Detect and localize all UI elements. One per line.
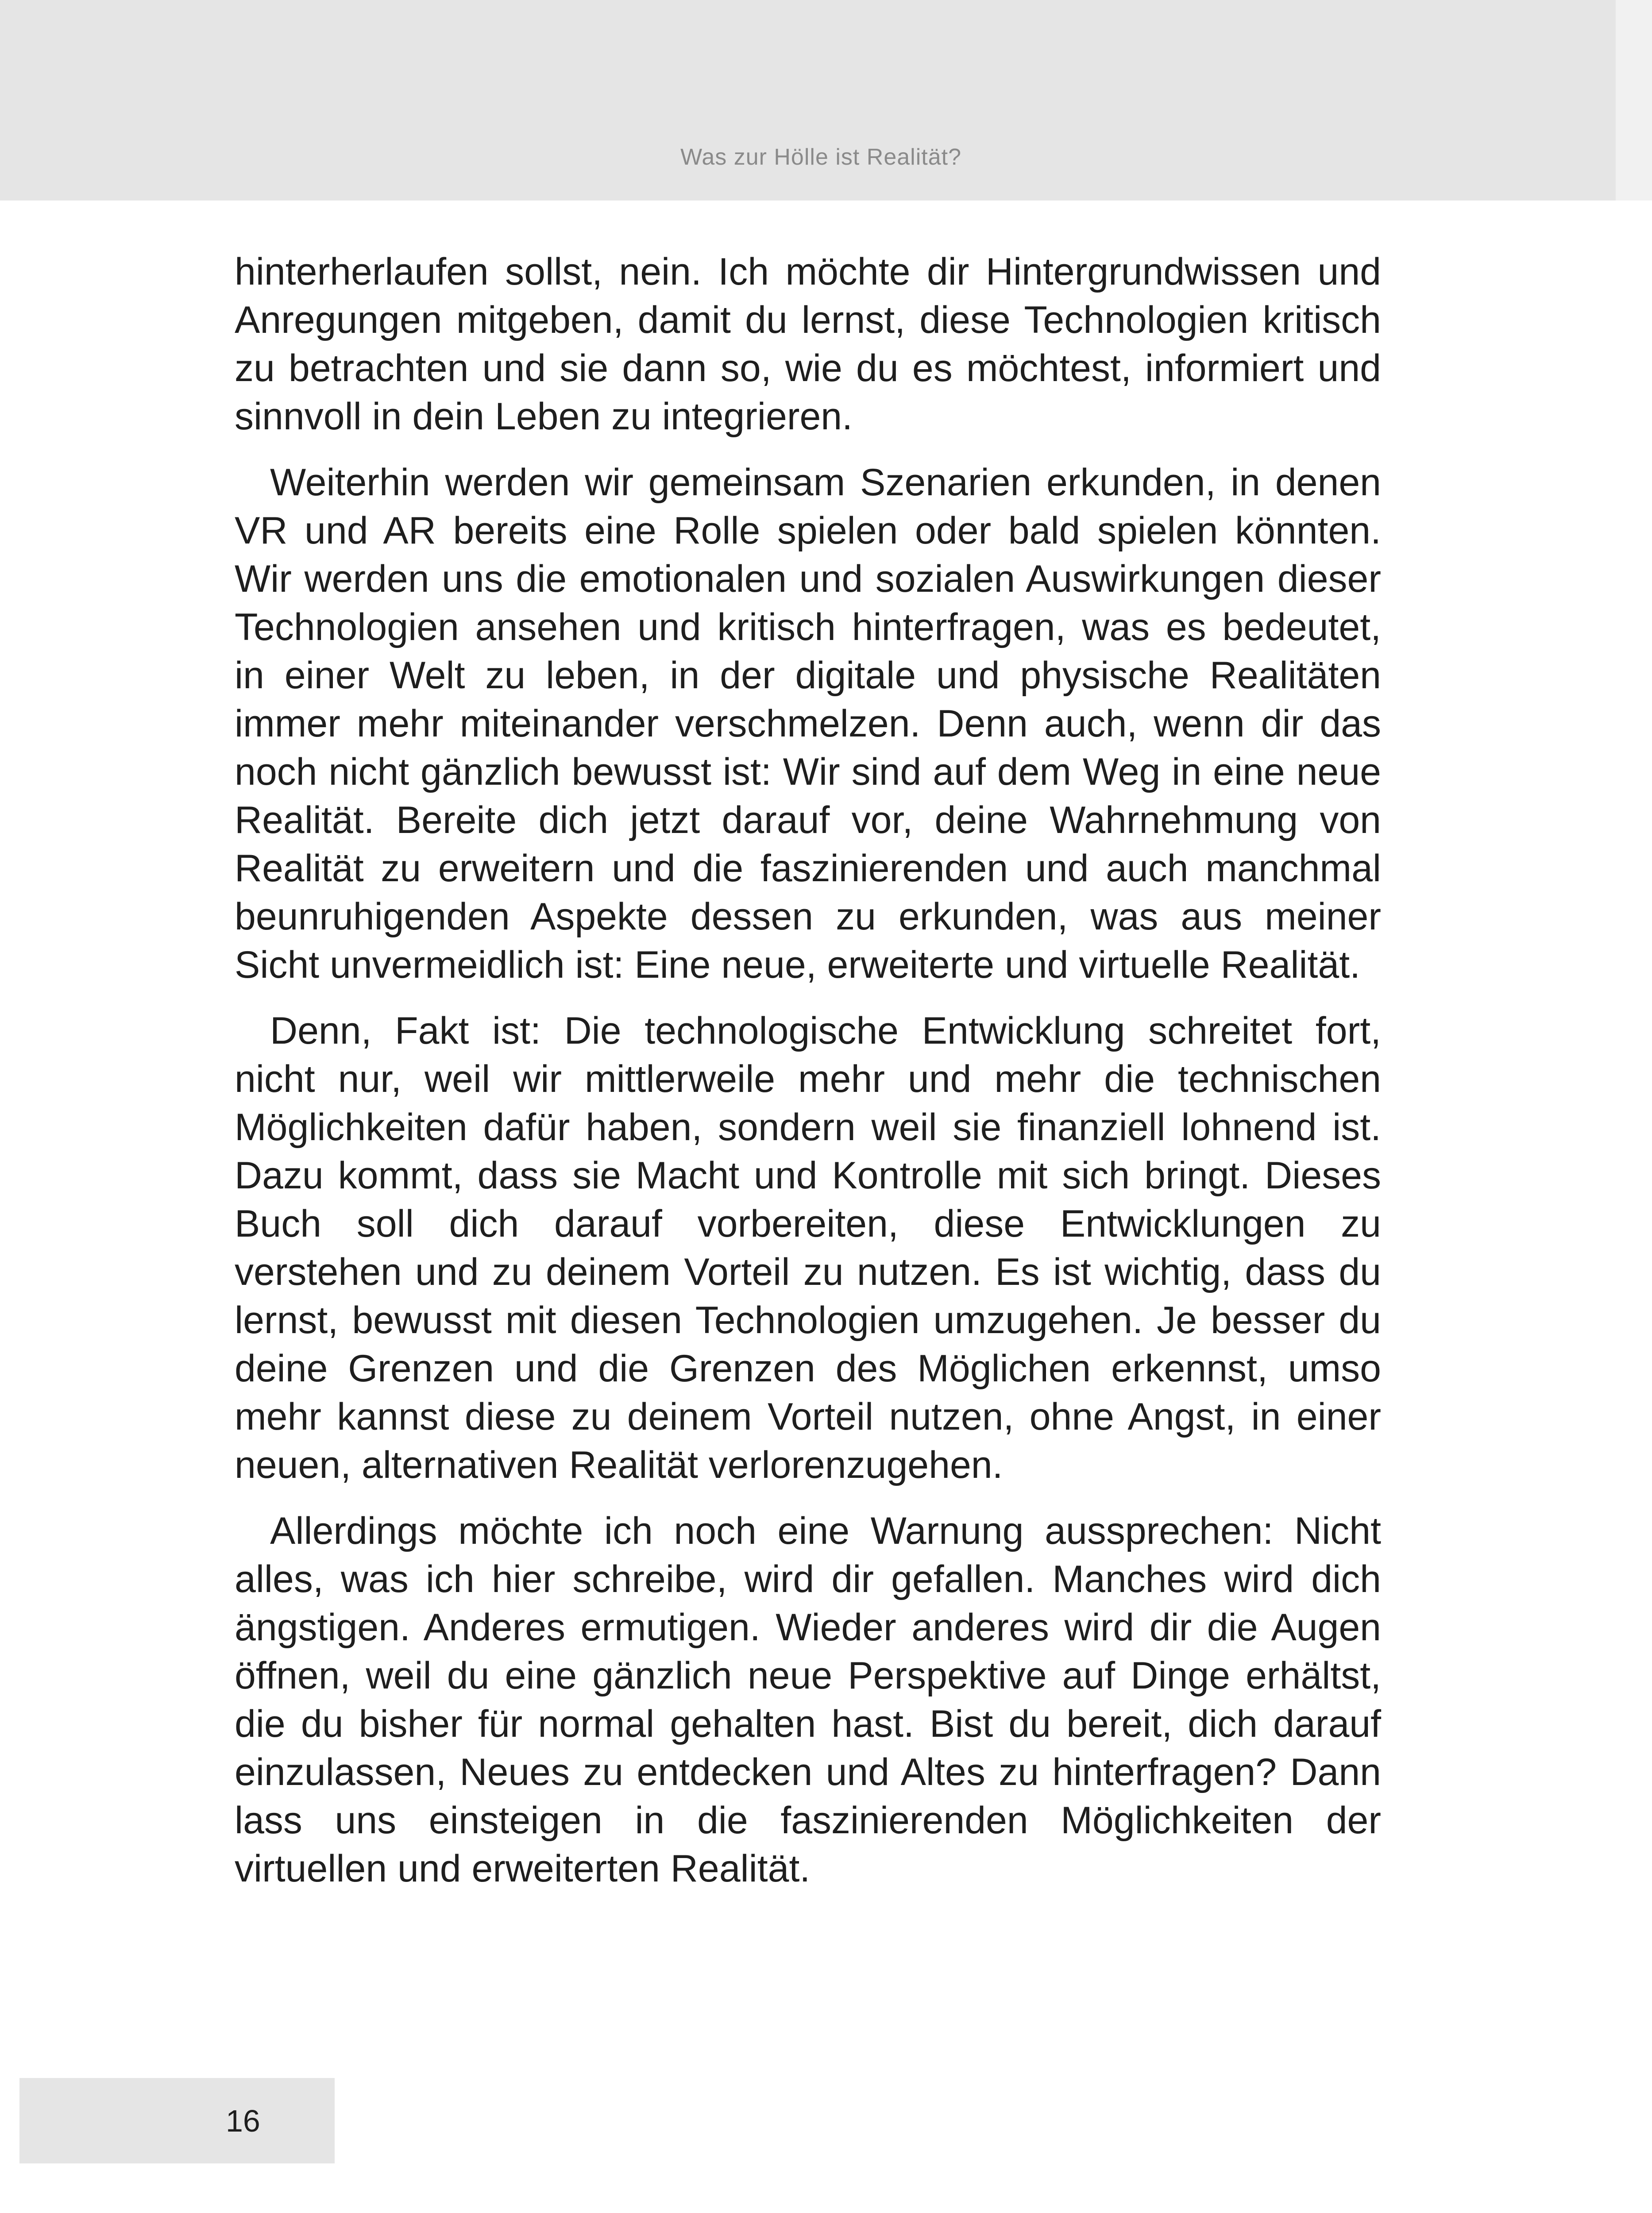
header-band — [0, 0, 1616, 200]
paragraph-1: hinterherlaufen sollst, nein. Ich möchte dir Hintergrundwissen und Anregungen mitgeben, damit du lernst, diese Technologien kritisch zu betrachten und sie dann so, wie du es möchtest, informiert und sinnvoll in dein Leben zu integrieren. — [235, 251, 1381, 438]
footer-band — [19, 2078, 335, 2163]
header-edge — [1616, 0, 1652, 200]
paragraph-4: Allerdings möchte ich noch eine Warnung aussprechen: Nicht alles, was ich hier schreibe, wird dir gefallen. Manches wird dich ängstigen. Anderes ermutigen. Wieder anderes wird dir die Augen öffnen, weil du eine gänzlich neue Perspektive auf Dinge erhältst, die du bisher für normal gehalten hast. Bist du bereit, dich darauf einzulassen, Neues zu entdecken und Altes zu hinterfragen? Dann lass uns einsteigen in die faszinierenden Möglichkeiten der virtuellen und erweiterten Realität. — [235, 1510, 1381, 1890]
paragraph-2: Weiterhin werden wir gemeinsam Szenarien erkunden, in denen VR und AR bereits eine Rolle spielen oder bald spielen könnten. Wir werden uns die emotionalen und sozialen Auswirkungen dieser Technologien ansehen und kritisch hinterfragen, was es bedeutet, in einer Welt zu leben, in der digitale und physische Realitäten immer mehr miteinander verschmelzen. Denn auch, wenn dir das noch nicht gänzlich bewusst ist: Wir sind auf dem Weg in eine neue Realität. Bereite dich jetzt darauf vor, deine Wahrnehmung von Realität zu erweitern und die faszinierenden und auch manchmal beunruhigenden Aspekte dessen zu erkunden, was aus meiner Sicht unvermeidlich ist: Eine neue, erweiterte und virtuelle Realität. — [235, 461, 1381, 986]
body-text — [235, 248, 1381, 1911]
paragraph-3: Denn, Fakt ist: Die technologische Entwicklung schreitet fort, nicht nur, weil wir mittlerweile mehr und mehr die technischen Möglichkeiten dafür haben, sondern weil sie finanziell lohnend ist. Dazu kommt, dass sie Macht und Kontrolle mit sich bringt. Dieses Buch soll dich darauf vorbereiten, diese Entwicklungen zu verstehen und zu deinem Vorteil zu nutzen. Es ist wichtig, dass du lernst, bewusst mit diesen Technologien umzugehen. Je besser du deine Grenzen und die Grenzen des Möglichen erkennst, umso mehr kannst diese zu deinem Vorteil nutzen, ohne Angst, in einer neuen, alternativen Realität verlorenzugehen. — [235, 1010, 1381, 1486]
running-head-title: Was zur Hölle ist Realität? — [680, 144, 961, 170]
page-number: 16 — [226, 2104, 260, 2138]
